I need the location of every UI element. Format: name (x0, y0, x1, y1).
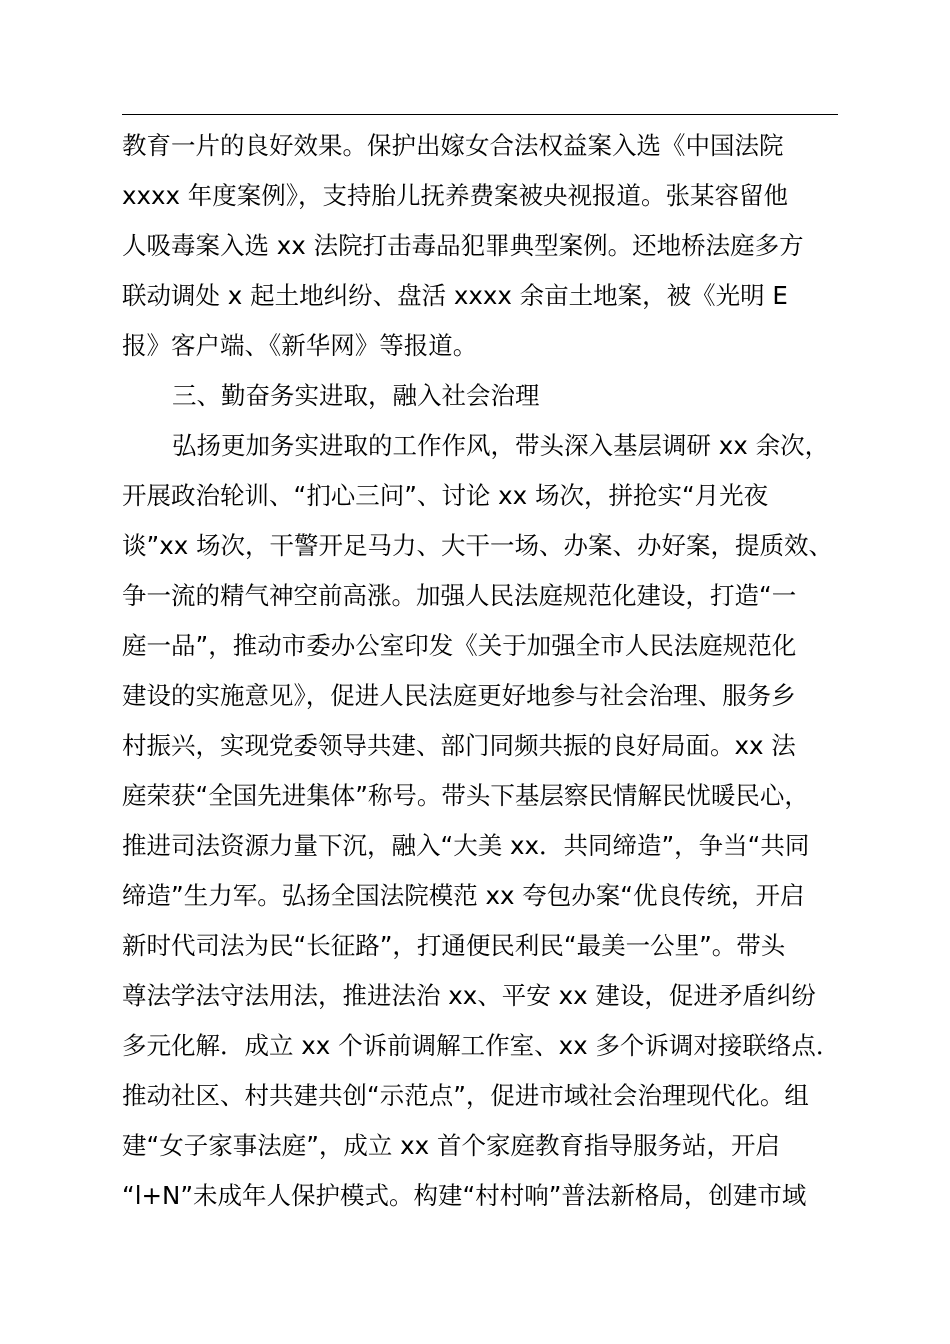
section-heading: 三、勤奋务实进取，融入社会治理 (172, 381, 540, 410)
text-line: 缔造”生力军。弘扬全国法院模范 xx 夸包办案“优良传统，开启 (122, 881, 805, 910)
text-line: 谈”xx 场次，干警开足马力、大干一场、办案、办好案，提质效、 (122, 531, 833, 560)
text-line: 尊法学法守法用法，推进法治 xx、平安 xx 建设，促进矛盾纠纷 (122, 981, 816, 1010)
header-rule (122, 114, 838, 115)
text-line: 推动社区、村共建共创“示范点”，促进市域社会治理现代化。组 (122, 1081, 809, 1110)
text-line: 人吸毒案入选 xx 法院打击毒品犯罪典型案例。还地桥法庭多方 (122, 231, 804, 260)
text-line: 新时代司法为民“长征路”，打通便民利民“最美一公里”。带头 (122, 931, 786, 960)
text-line: xxxx 年度案例》，支持胎儿抚养费案被央视报道。张某容留他 (122, 181, 789, 210)
text-line: 开展政治轮训、“扪心三问”、讨论 xx 场次，拼抢实“月光夜 (122, 481, 769, 510)
text-line: 多元化解．成立 xx 个诉前调解工作室、xx 多个诉调对接联络点． (122, 1031, 841, 1060)
text-line: 教育一片的良好效果。保护出嫁女合法权益案入选《中国法院 (122, 131, 784, 160)
text-line: 联动调处 x 起土地纠纷、盘活 xxxx 余亩土地案，被《光明 E (122, 281, 788, 310)
text-line: “l+N”未成年人保护模式。构建“村村响”普法新格局，创建市域 (122, 1181, 807, 1210)
text-line: 建设的实施意见》，促进人民法庭更好地参与社会治理、服务乡 (122, 681, 796, 710)
text-line: 报》客户端、《新华网》等报道。 (122, 331, 478, 360)
text-line: 弘扬更加务实进取的工作作风，带头深入基层调研 xx 余次， (172, 431, 830, 460)
text-line: 建“女子家事法庭”，成立 xx 首个家庭教育指导服务站，开启 (122, 1131, 780, 1160)
text-line: 庭一品”，推动市委办公室印发《关于加强全市人民法庭规范化 (122, 631, 797, 660)
text-line: 推进司法资源力量下沉，融入“大美 xx．共同缔造”，争当“共同 (122, 831, 810, 860)
text-line: 村振兴，实现党委领导共建、部门同频共振的良好局面。xx 法 (122, 731, 796, 760)
text-line: 争一流的精气神空前高涨。加强人民法庭规范化建设，打造“一 (122, 581, 797, 610)
text-line: 庭荣获“全国先进集体”称号。带头下基层察民情解民忧暖民心， (122, 781, 809, 810)
